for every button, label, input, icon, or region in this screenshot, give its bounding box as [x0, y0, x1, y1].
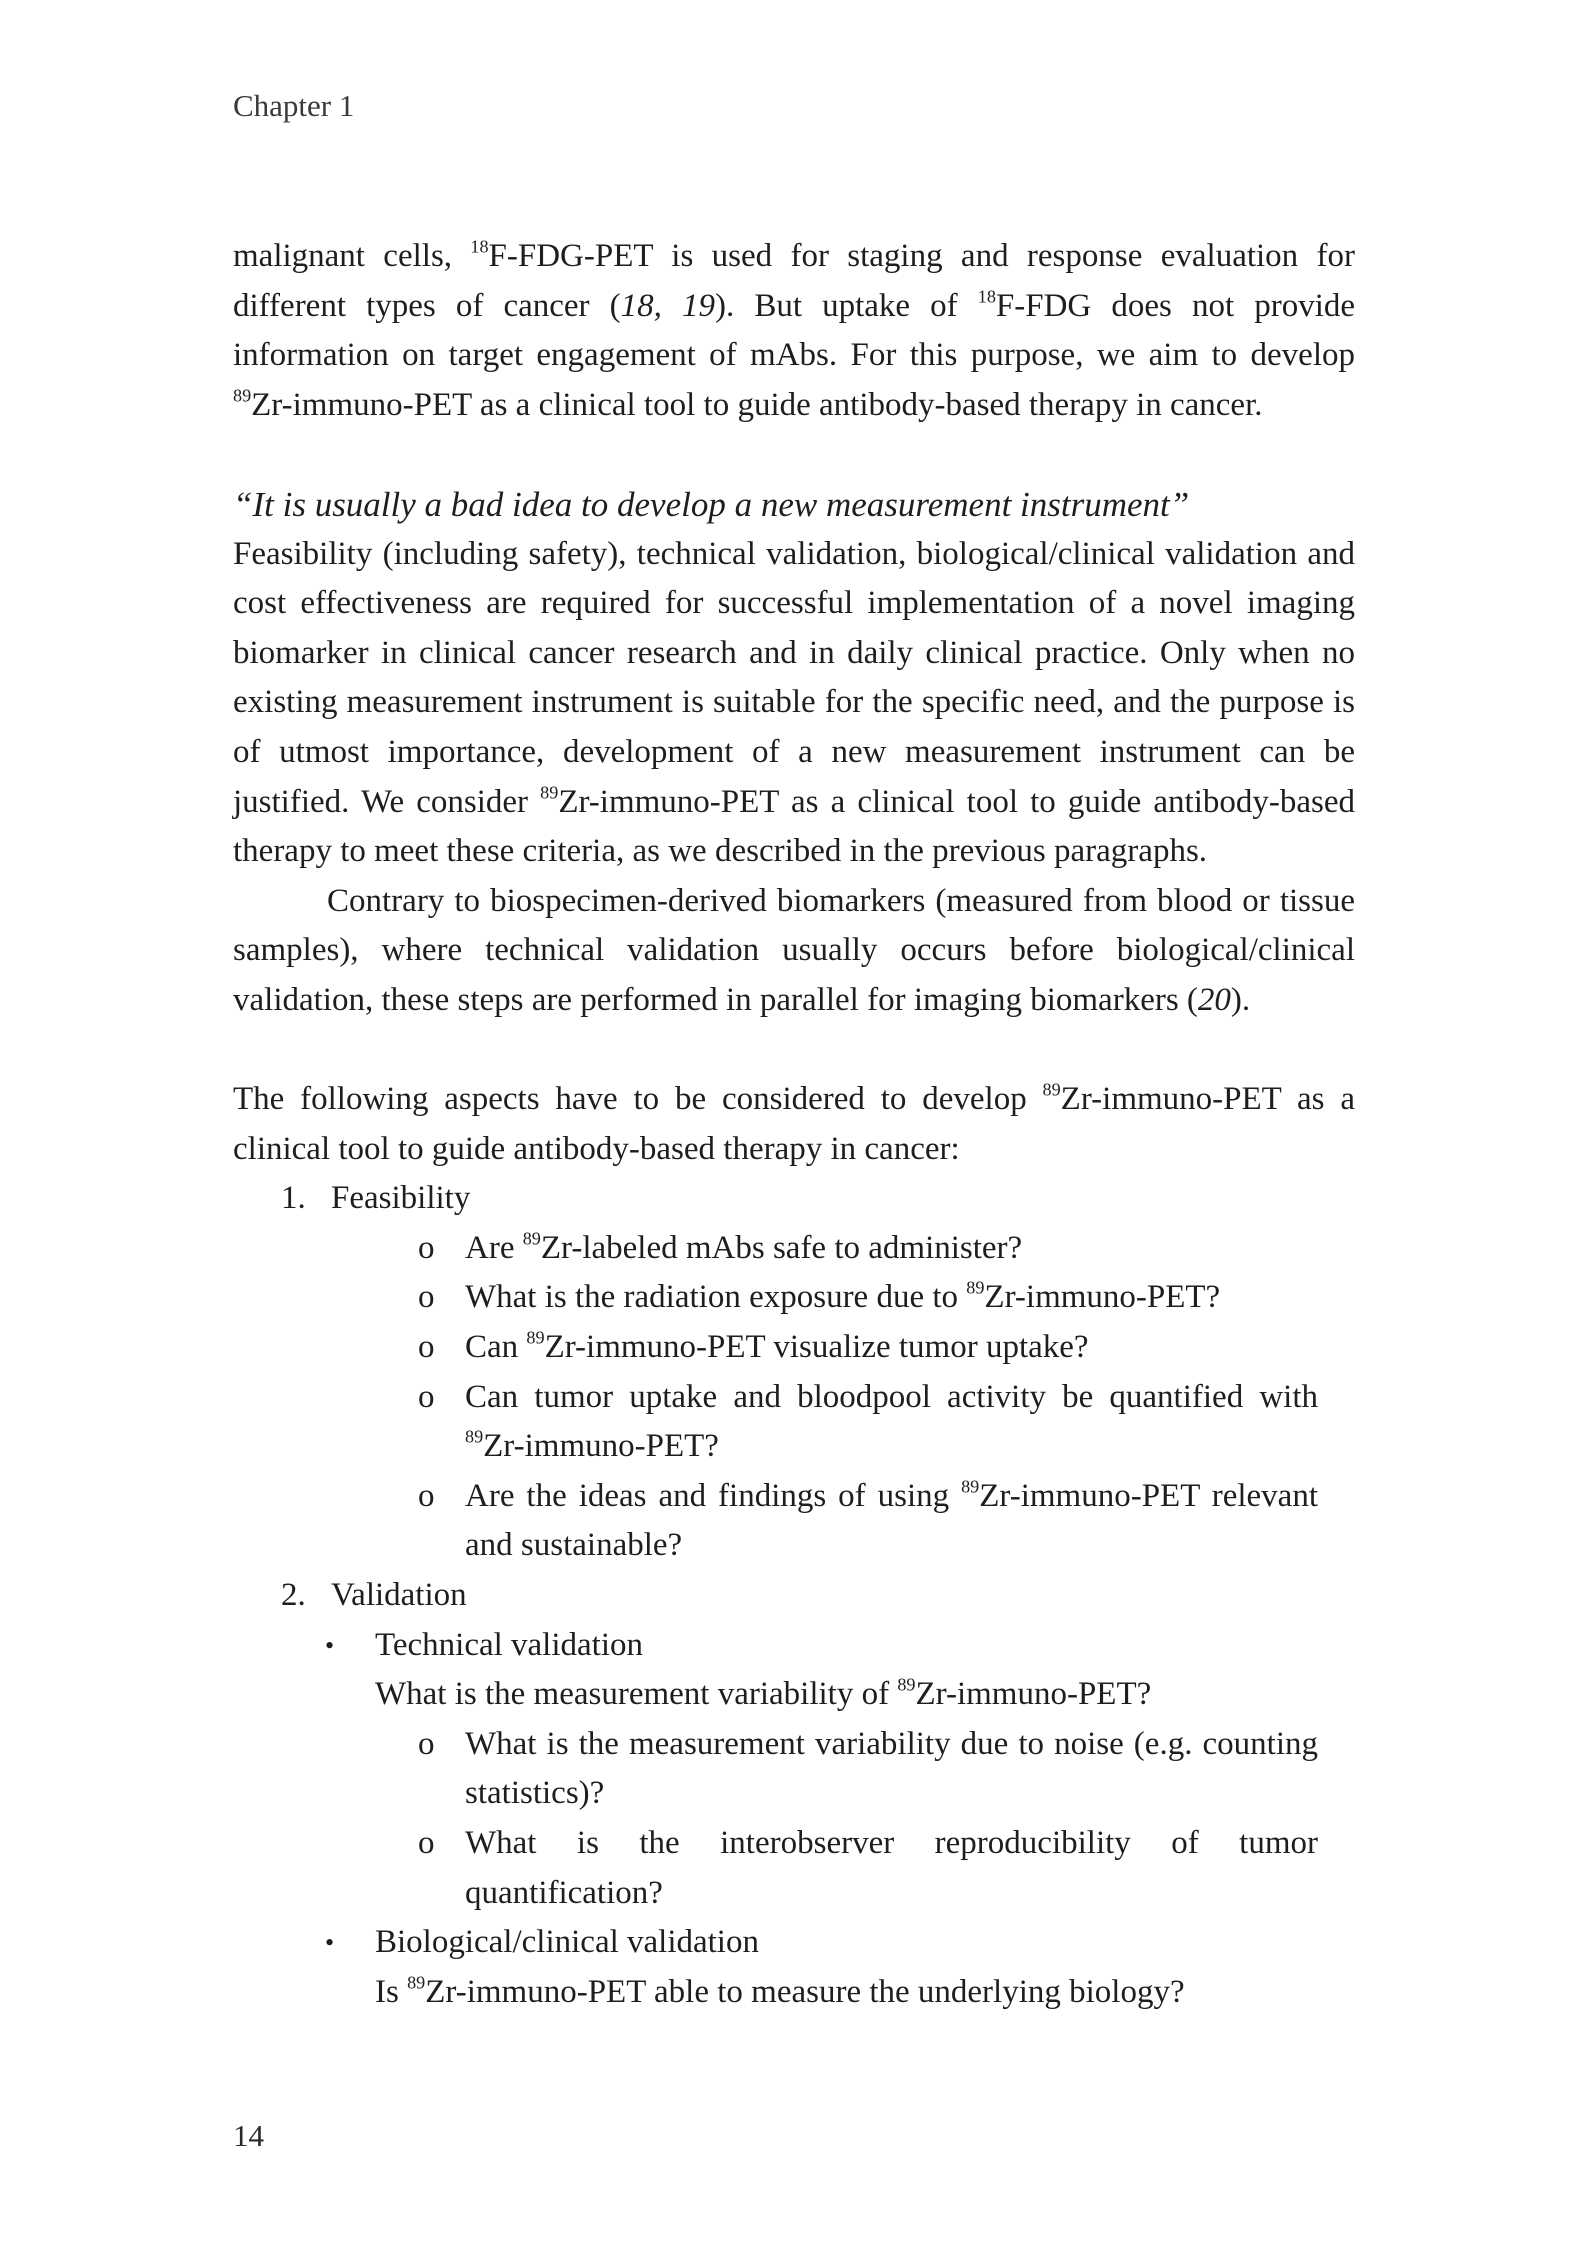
list-item-technical-validation: • Technical validation	[325, 1626, 643, 1663]
paragraph-aspects-intro: The following aspects have to be considered to develop $^{89}$Zr-immuno-PET as a clinical tool to guide antibody-based therapy in cancer:	[233, 1079, 1355, 1167]
list-item: o What is the measurement variability due to noise (e.g. counting statistics)?	[418, 1725, 1318, 1812]
technical-question: What is the measurement variability of $^{89}$Zr-immuno-PET?	[375, 1674, 1152, 1713]
page-number: 14	[233, 2118, 264, 2153]
paragraph-biospecimen: Contrary to biospecimen-derived biomarkers (measured from blood or tissue samples), where technical validation usually occurs before biological/clinical validation, these steps are performed in parallel for imaging biomarkers (20).	[233, 882, 1355, 1018]
running-head: Chapter 1	[233, 88, 355, 123]
citation: 20	[1197, 981, 1231, 1018]
list-item: o Are $^{89}$Zr-labeled mAbs safe to administer?	[418, 1228, 1023, 1266]
list-item: o Can $^{89}$Zr-immuno-PET visualize tumor uptake?	[418, 1327, 1089, 1366]
list-item-validation: 2. Validation	[281, 1577, 467, 1614]
biological-question: Is $^{89}$Zr-immuno-PET able to measure the underlying biology?	[375, 1972, 1185, 2010]
list-item: o Are the ideas and findings of using $^{89}$Zr-immuno-PET relevant and sustainable?	[418, 1476, 1318, 1564]
list-item: o What is the radiation exposure due to $^{89}$Zr-immuno-PET?	[418, 1277, 1221, 1316]
section-heading: “It is usually a bad idea to develop a new measurement instrument”	[233, 484, 1190, 524]
list-item: o What is the interobserver reproducibility of tumor quantification?	[418, 1825, 1318, 1911]
paragraph-fdg-pet: malignant cells, $^{18}$F-FDG-PET is used for staging and response evaluation for different types of cancer (18, 19). But uptake of $^{18}$F-FDG does not provide information on target engagement of mAbs. For this purpose, we aim to develop $^{89}$Zr-immuno-PET as a clinical tool to guide antibody-based therapy in cancer.	[233, 236, 1356, 423]
list-item-biological-validation: • Biological/clinical validation	[325, 1924, 759, 1961]
paragraph-feasibility: Feasibility (including safety), technical validation, biological/clinical validation and cost effectiveness are required for successful implementation of a novel imaging biomarker in clinical cancer research and in daily clinical practice. Only when no existing measurement instrument is suitable for the specific need, and the purpose is of utmost importance, development of a new measurement instrument can be justified. We consider $^{89}$Zr-immuno-PET as a clinical tool to guide antibody-based therapy to meet these criteria, as we described in the previous paragraphs.	[233, 535, 1355, 870]
citation: 18, 19	[620, 287, 715, 324]
page-body	[233, 232, 1355, 2017]
list-item: o Can tumor uptake and bloodpool activity be quantified with $^{89}$Zr-immuno-PET?	[418, 1378, 1318, 1465]
list-item-feasibility: 1. Feasibility	[281, 1180, 471, 1217]
